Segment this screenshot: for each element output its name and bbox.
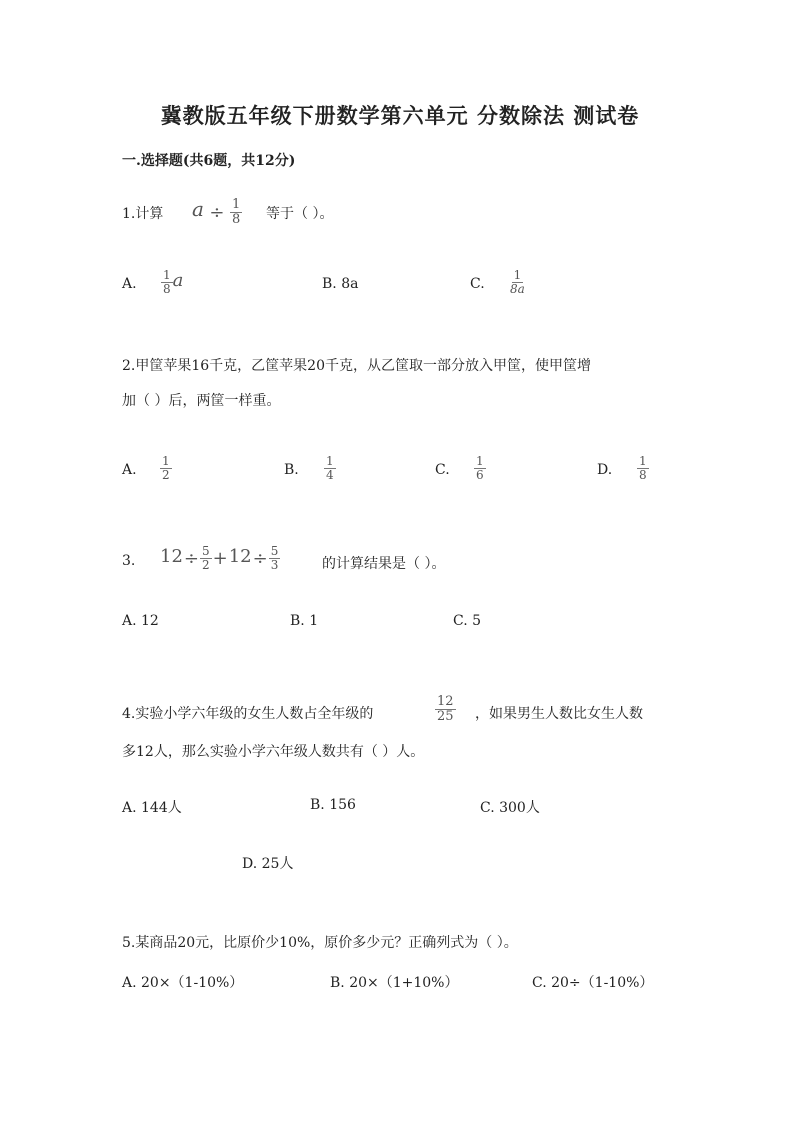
q1-frac-num: 1	[231, 196, 241, 212]
q2-option-a-den: 2	[162, 467, 170, 482]
q3-stem: 3.	[122, 553, 136, 569]
q4-option-b: B. 156	[310, 797, 356, 813]
q1-var: a	[192, 197, 204, 221]
q5-option-b: B. 20×（1+10%）	[330, 975, 459, 991]
q5-option-c: C. 20÷（1-10%）	[532, 975, 654, 991]
q4-fraction-inner	[435, 695, 456, 723]
q2-option-b-den: 4	[326, 467, 334, 482]
q2-option-d	[637, 455, 649, 481]
q2-option-c-num: 1	[476, 454, 484, 468]
q1-option-c	[508, 269, 527, 295]
q4-fraction	[435, 695, 456, 723]
q3-option-a: A. 12	[122, 613, 159, 629]
q3-option-c: C. 5	[453, 613, 482, 629]
q2-option-c-den: 6	[476, 467, 484, 482]
q2-line2: 加（ ）后，两筐一样重。	[122, 393, 281, 409]
q3-plus-sign: +	[212, 547, 228, 569]
q3-term-b: 12	[228, 546, 252, 568]
q1-option-a	[161, 269, 183, 295]
q2-option-b-num: 1	[326, 454, 334, 468]
q3-expression	[160, 545, 280, 571]
q1-fraction	[230, 198, 242, 226]
q1-option-a-label: A.	[122, 276, 137, 292]
page-title: 冀教版五年级下册数学第六单元 分数除法 测试卷	[160, 103, 640, 128]
q1-option-a-num: 1	[163, 268, 171, 282]
q3-frac2-num: 5	[270, 544, 279, 558]
q3-option-b: B. 1	[290, 613, 319, 629]
q2-option-b	[324, 455, 336, 481]
q1-option-a-den: 8	[163, 281, 171, 296]
q3-frac2-den: 3	[270, 557, 279, 572]
q2-option-a-num: 1	[162, 454, 170, 468]
q3-divide-sign-1: ÷	[183, 547, 199, 569]
q2-option-b-label: B.	[284, 462, 299, 478]
q1-expression	[192, 197, 242, 226]
q3-fraction-2	[269, 545, 281, 571]
q2-option-d-num: 1	[639, 454, 647, 468]
q4-line1-post: ，如果男生人数比女生人数	[475, 706, 643, 722]
q1-option-c-num: 1	[513, 268, 522, 282]
section-heading: 一.选择题(共6题，共12分)	[122, 153, 296, 169]
q4-line2: 多12人，那么实验小学六年级人数共有（ ）人。	[122, 744, 425, 760]
q1-option-c-fraction	[508, 269, 527, 295]
q1-option-c-label: C.	[470, 276, 485, 292]
q3-divide-sign-2: ÷	[252, 547, 268, 569]
q1-option-c-den: 8a	[510, 281, 525, 296]
q3-tail: 的计算结果是（ ）。	[322, 556, 446, 572]
q2-option-c-fraction	[474, 455, 486, 481]
q5-option-a: A. 20×（1-10%）	[122, 975, 244, 991]
q1-frac-den: 8	[231, 211, 241, 227]
q4-option-d: D. 25人	[242, 856, 294, 872]
q4-option-a: A. 144人	[122, 800, 182, 816]
q3-frac1-den: 2	[202, 557, 210, 572]
q4-line1-pre: 4.实验小学六年级的女生人数占全年级的	[122, 706, 374, 722]
q2-option-b-fraction	[324, 455, 336, 481]
q5-line1: 5.某商品20元，比原价少10%，原价多少元？正确列式为（ ）。	[122, 935, 518, 951]
q2-option-d-den: 8	[639, 467, 647, 482]
q2-option-c-label: C.	[435, 462, 450, 478]
q2-option-a-label: A.	[122, 462, 137, 478]
q1-option-b: B. 8a	[322, 276, 359, 292]
q4-frac-den: 25	[437, 708, 454, 724]
q2-option-a-fraction	[160, 455, 172, 481]
q3-term-a: 12	[160, 546, 183, 568]
q1-option-a-fraction	[161, 269, 173, 295]
q3-fraction-1	[200, 545, 212, 571]
q4-frac-num: 12	[437, 694, 454, 709]
q1-option-a-var: a	[172, 270, 184, 292]
q4-option-c: C. 300人	[480, 800, 540, 816]
q2-option-d-fraction	[637, 455, 649, 481]
q2-option-d-label: D.	[597, 462, 613, 478]
q1-stem: 1.计算	[122, 206, 164, 222]
q3-frac1-num: 5	[202, 544, 210, 558]
q1-tail: 等于（ ）。	[266, 206, 334, 222]
q1-divide-sign: ÷	[209, 201, 225, 223]
q2-option-a	[160, 455, 172, 481]
q2-line1: 2.甲筐苹果16千克，乙筐苹果20千克，从乙筐取一部分放入甲筐，使甲筐增	[122, 358, 591, 374]
q2-option-c	[474, 455, 486, 481]
